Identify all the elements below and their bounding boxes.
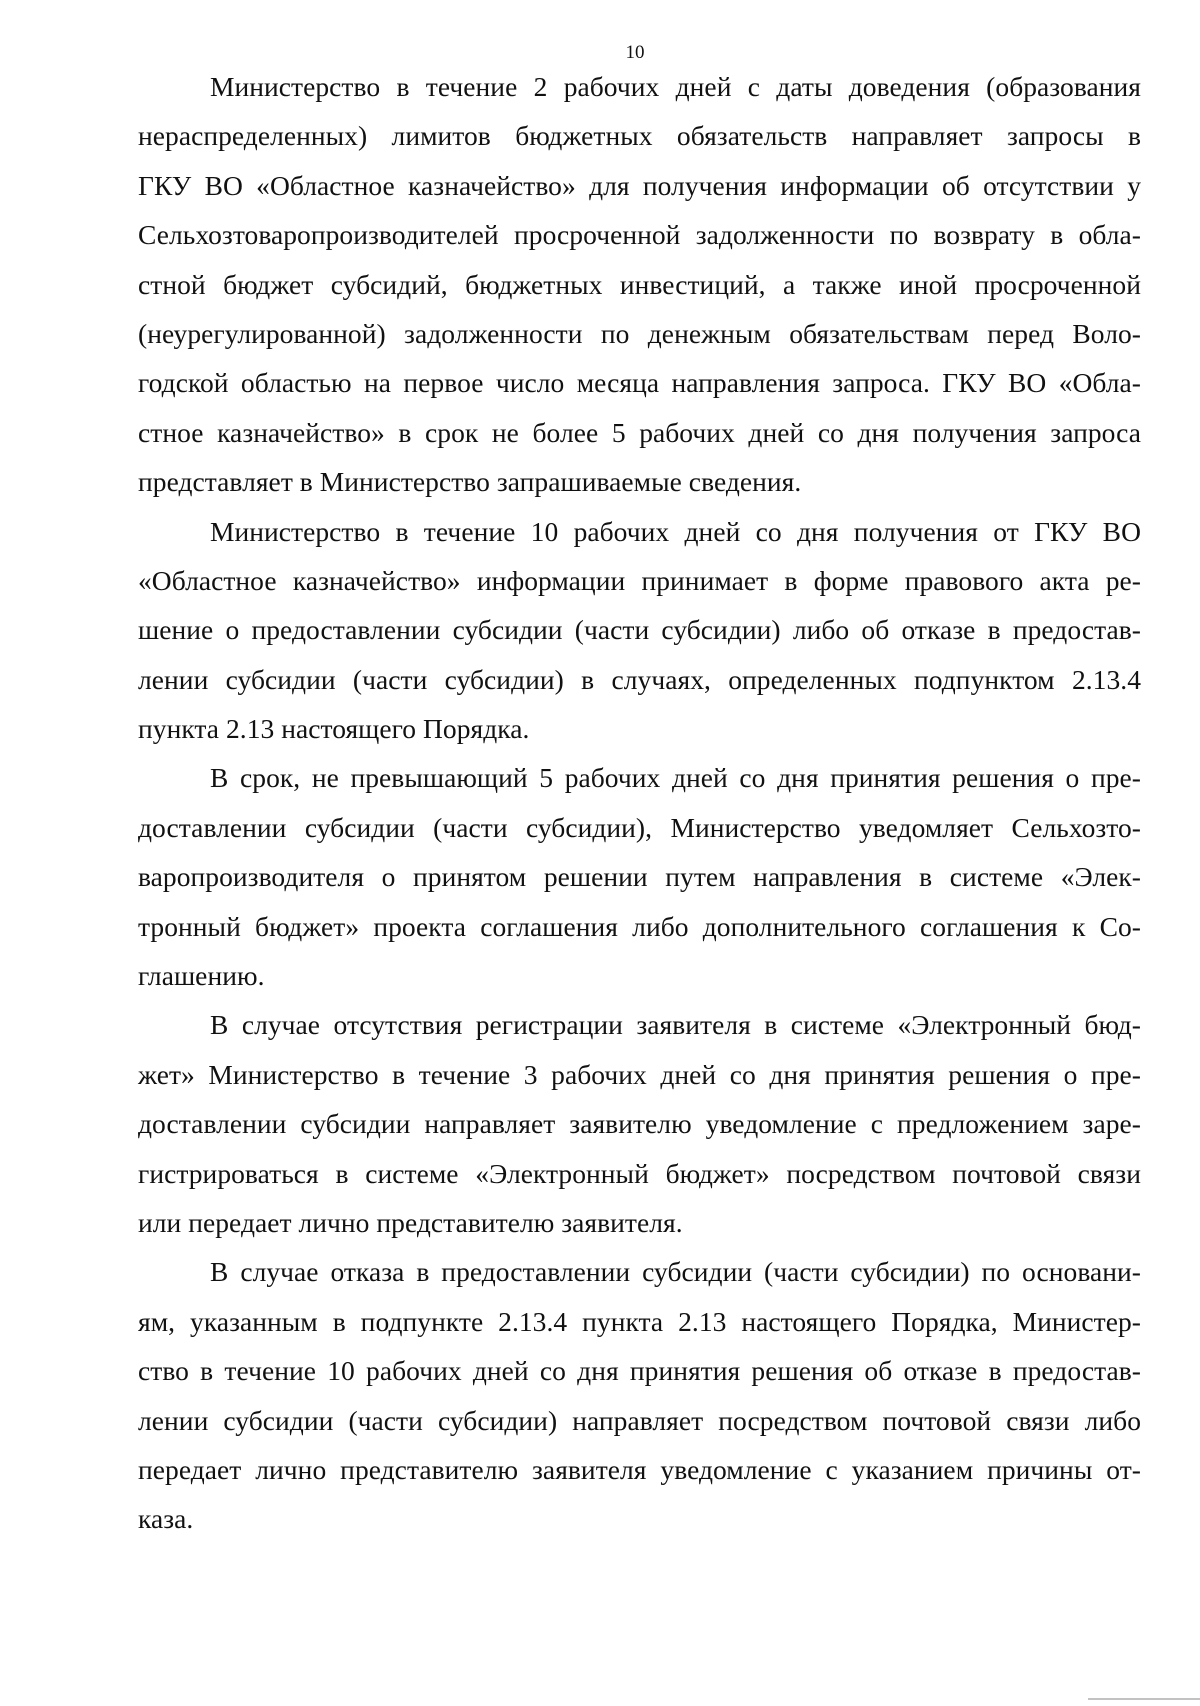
text-line: тронный бюджет» проекта соглашения либо дополнительного соглашения к Со-	[138, 910, 1141, 942]
text-line: глашению.	[138, 960, 265, 992]
page-number: 10	[625, 42, 645, 63]
text-line: лении субсидии (части субсидии) направляет посредством почтовой связи либо	[138, 1404, 1141, 1436]
text-line: нераспределенных) лимитов бюджетных обязательств направляет запросы в	[138, 120, 1141, 152]
text-line: жет» Министерство в течение 3 рабочих дней со дня принятия решения о пре-	[138, 1058, 1141, 1090]
document-body	[138, 62, 1141, 1544]
text-line: ство в течение 10 рабочих дней со дня принятия решения об отказе в предостав-	[138, 1355, 1141, 1387]
text-line: ям, указанным в подпункте 2.13.4 пункта 2.13 настоящего Порядка, Министер-	[138, 1305, 1141, 1337]
paragraph-4	[138, 1000, 1141, 1247]
paragraph-1	[138, 62, 1141, 507]
text-line: лении субсидии (части субсидии) в случаях, определенных подпунктом 2.13.4	[138, 663, 1141, 695]
text-line: «Областное казначейство» информации принимает в форме правового акта ре-	[138, 564, 1141, 596]
text-line: стное казначейство» в срок не более 5 рабочих дней со дня получения запроса	[138, 416, 1141, 448]
text-line: пункта 2.13 настоящего Порядка.	[138, 713, 530, 745]
text-line: передает лично представителю заявителя уведомление с указанием причины от-	[138, 1453, 1141, 1485]
text-line: варопроизводителя о принятом решении путем направления в системе «Элек-	[138, 861, 1141, 893]
text-line: шение о предоставлении субсидии (части субсидии) либо об отказе в предостав-	[138, 614, 1141, 646]
text-line: Министерство в течение 2 рабочих дней с даты доведения (образования	[210, 71, 1141, 102]
text-line: доставлении субсидии (части субсидии), Министерство уведомляет Сельхозто-	[138, 811, 1141, 843]
text-line: В случае отсутствия регистрации заявителя в системе «Электронный бюд-	[210, 1009, 1141, 1041]
text-line: годской областью на первое число месяца направления запроса. ГКУ ВО «Обла-	[138, 367, 1141, 399]
text-line: (неурегулированной) задолженности по денежным обязательствам перед Воло-	[138, 317, 1141, 349]
text-line: стной бюджет субсидий, бюджетных инвестиций, а также иной просроченной	[138, 268, 1141, 300]
paragraph-3	[138, 753, 1141, 1000]
text-line: Министерство в течение 10 рабочих дней со дня получения от ГКУ ВО	[210, 515, 1141, 547]
scan-edge-line	[1088, 1698, 1200, 1700]
text-line: В случае отказа в предоставлении субсидии (части субсидии) по основани-	[210, 1256, 1141, 1288]
text-line: Сельхозтоваропроизводителей просроченной задолженности по возврату в обла-	[138, 219, 1141, 251]
text-line: гистрироваться в системе «Электронный бюджет» посредством почтовой связи	[138, 1157, 1141, 1189]
paragraph-5	[138, 1247, 1141, 1543]
text-line: ГКУ ВО «Областное казначейство» для получения информации об отсутствии у	[138, 169, 1141, 201]
text-line: представляет в Министерство запрашиваемые сведения.	[138, 466, 802, 498]
text-line: доставлении субсидии направляет заявителю уведомление с предложением заре-	[138, 1108, 1141, 1140]
text-line: или передает лично представителю заявителя.	[138, 1206, 683, 1238]
text-line: В срок, не превышающий 5 рабочих дней со дня принятия решения о пре-	[210, 762, 1141, 794]
text-line: каза.	[138, 1503, 194, 1535]
paragraph-2	[138, 507, 1141, 754]
